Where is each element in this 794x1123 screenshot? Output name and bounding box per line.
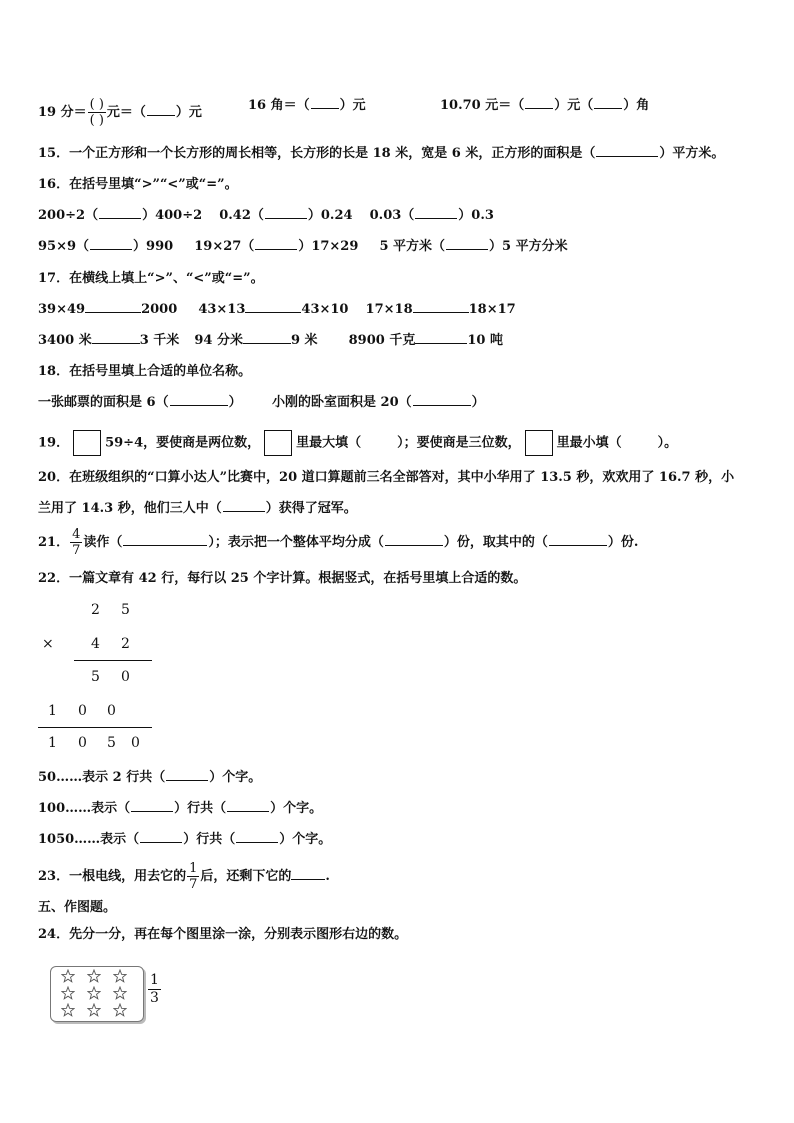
answer-line[interactable] [243, 343, 291, 344]
answer-blank[interactable] [236, 842, 278, 843]
star-icon[interactable] [87, 1003, 101, 1017]
digit-box[interactable] [73, 430, 101, 456]
fraction: $\frac{1}{3}$ [150, 972, 159, 1006]
answer-line[interactable] [415, 343, 467, 344]
answer-blank[interactable] [166, 780, 208, 781]
question-18-a: 一张邮票的面积是 6（ ） [38, 395, 242, 410]
q14-line: 19 分＝ $\frac{( )}{( )}$ 元＝（ ）元 [38, 97, 202, 128]
question-24-title: 24．先分一分，再在每个图里涂一涂，分别表示图形右边的数。 [38, 927, 408, 942]
question-21: 21． $\frac{4}{7}$ 读作（ ）；表示把一个整体平均分成（ ）份，取其中的（ ）份. [38, 527, 639, 558]
star-icon[interactable] [61, 1003, 75, 1017]
question-17-title: 17．在横线上填上“>”、“<”或“=”。 [38, 271, 264, 286]
question-16-title: 16．在括号里填“>”“<”或“=”。 [38, 177, 238, 192]
answer-blank[interactable] [594, 108, 622, 109]
question-19: 19． 59÷4，要使商是两位数， 里最大填（ ）；要使商是三位数， 里最小填（ ）。 [38, 430, 677, 457]
question-16-row-2: 95×9（ ）990 19×27（ ）17×29 5 平方米（ ）5 平方分米 [38, 239, 568, 254]
question-22-line-1: 50……表示 2 行共（ ）个字。 [38, 770, 262, 785]
section-heading: 五、作图题。 [38, 900, 117, 915]
question-15: 15．一个正方形和一个长方形的周长相等，长方形的长是 18 米，宽是 6 米，正方形的面积是（ ）平方米。 [38, 146, 725, 161]
star-icon[interactable] [113, 986, 127, 1000]
answer-blank[interactable] [311, 108, 339, 109]
answer-blank[interactable] [265, 218, 307, 219]
digit-box[interactable] [264, 430, 292, 456]
answer-blank[interactable] [446, 249, 488, 250]
answer-blank[interactable] [131, 811, 173, 812]
star-icon[interactable] [61, 969, 75, 983]
answer-blank[interactable] [123, 545, 207, 546]
question-23: 23．一根电线，用去它的 $\frac{1}{7}$ 后，还剩下它的 . [38, 861, 330, 892]
answer-blank[interactable] [413, 405, 471, 406]
answer-line[interactable] [291, 879, 325, 880]
q14-part-c: 10.70 元＝（ ）元（ ）角 [440, 98, 650, 113]
answer-line[interactable] [85, 312, 141, 313]
answer-blank[interactable] [170, 405, 228, 406]
answer-blank[interactable] [147, 115, 175, 116]
answer-blank[interactable] [255, 249, 297, 250]
question-17-row-2: 3400 米 3 千米 94 分米 9 米 8900 千克 10 吨 [38, 333, 503, 348]
answer-blank[interactable] [99, 218, 141, 219]
answer-blank[interactable] [549, 545, 607, 546]
question-22-line-3: 1050……表示（ ）行共（ ）个字。 [38, 832, 332, 847]
calc-line [38, 727, 152, 728]
answer-line[interactable] [245, 312, 301, 313]
answer-blank[interactable] [140, 842, 182, 843]
star-icon[interactable] [113, 1003, 127, 1017]
answer-blank[interactable] [415, 218, 457, 219]
calc-line [74, 660, 152, 661]
question-17-row-1: 39×49 2000 43×13 43×10 17×18 18×17 [38, 302, 516, 317]
question-18-title: 18．在括号里填上合适的单位名称。 [38, 364, 252, 379]
star-icon[interactable] [87, 986, 101, 1000]
answer-blank[interactable] [525, 108, 553, 109]
question-16-row-1: 200÷2（ ）400÷2 0.42（ ）0.24 0.03（ ）0.3 [38, 208, 494, 223]
question-20-line-2: 兰用了 14.3 秒，他们三人中（ ）获得了冠军。 [38, 501, 357, 516]
fraction-blank: $\frac{( )}{( )}$ [89, 97, 104, 128]
answer-blank[interactable] [596, 156, 658, 157]
star-figure[interactable] [50, 966, 144, 1022]
question-22-title: 22．一篇文章有 42 行，每行以 25 个字计算。根据竖式，在括号里填上合适的数。 [38, 571, 527, 586]
q14-part-b: 16 角＝（ ）元 [248, 98, 366, 113]
question-22-line-2: 100……表示（ ）行共（ ）个字。 [38, 801, 323, 816]
answer-blank[interactable] [90, 249, 132, 250]
question-18-b: 小刚的卧室面积是 20（ ） [272, 395, 485, 410]
star-icon[interactable] [113, 969, 127, 983]
digit-box[interactable] [525, 430, 553, 456]
times-sign: × [42, 636, 54, 652]
answer-line[interactable] [413, 312, 469, 313]
star-icon[interactable] [61, 986, 75, 1000]
fraction: $\frac{4}{7}$ [72, 527, 81, 558]
answer-line[interactable] [92, 343, 140, 344]
answer-blank[interactable] [227, 811, 269, 812]
answer-blank[interactable] [385, 545, 443, 546]
question-20-line-1: 20．在班级组织的“口算小达人”比赛中，20 道口算题前三名全部答对，其中小华用了 13.5 秒，欢欢用了 16.7 秒，小 [38, 470, 735, 485]
fraction: $\frac{1}{7}$ [189, 861, 198, 892]
answer-blank[interactable] [223, 511, 265, 512]
star-icon[interactable] [87, 969, 101, 983]
